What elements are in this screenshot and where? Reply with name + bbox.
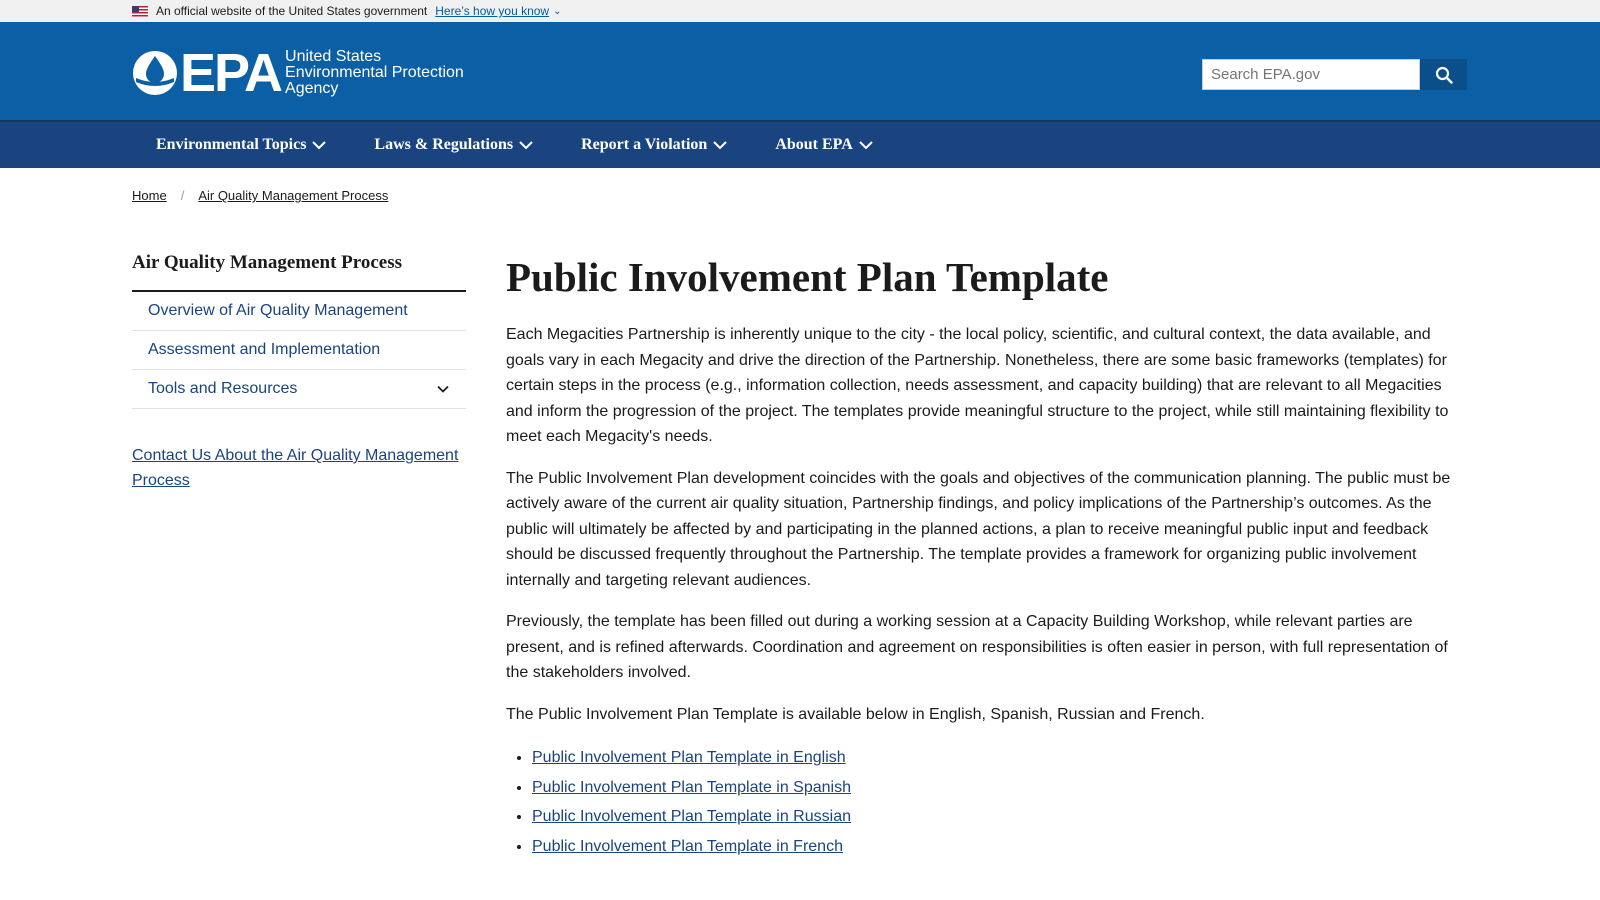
sidebar-item-overview[interactable] — [132, 292, 466, 331]
main-nav — [0, 120, 1600, 168]
site-header — [0, 22, 1600, 120]
page-title: Public Involvement Plan Template — [506, 254, 1109, 300]
template-english-link[interactable]: Public Involvement Plan Template in English — [532, 749, 846, 766]
sidebar — [132, 252, 466, 493]
paragraph: The Public Involvement Plan development coincides with the goals and objectives of the communication planning. The public must be actively aware of the current air quality situation, Partnership findings, and policy implications of the Partnership’s outcomes. As the public will ultimately be affected by and participating in the planned actions, a plan to receive meaningful public input and feedback should be discussed frequently throughout the Partnership. The template provides a framework for organizing public involvement internally and targeting relevant audiences. — [506, 469, 1451, 589]
us-flag-icon — [132, 6, 148, 17]
breadcrumb-current[interactable]: Air Quality Management Process — [198, 188, 389, 203]
nav-report-violation[interactable] — [581, 136, 727, 154]
list-item — [532, 773, 1470, 803]
search-input[interactable] — [1202, 59, 1420, 90]
sidebar-title: Air Quality Management Process — [132, 252, 466, 292]
search-icon — [1435, 66, 1453, 84]
nav-laws-regulations[interactable] — [374, 136, 533, 154]
chevron-down-icon[interactable] — [436, 385, 450, 394]
contact-us-link[interactable]: Contact Us About the Air Quality Management Process — [132, 447, 459, 489]
search-button[interactable] — [1420, 59, 1467, 90]
list-item — [532, 802, 1470, 832]
gov-banner — [0, 0, 1600, 22]
nav-about-epa[interactable] — [775, 136, 873, 154]
main-content — [506, 252, 1470, 861]
nav-label: Environmental Topics — [156, 136, 307, 153]
epa-logo[interactable] — [132, 43, 464, 103]
nav-label: About EPA — [775, 136, 853, 153]
logo-agency-name — [285, 49, 464, 97]
chevron-down-icon — [859, 141, 873, 150]
site-search — [1202, 59, 1467, 90]
chevron-down-icon — [312, 141, 326, 150]
breadcrumb-separator: / — [180, 188, 185, 203]
sidebar-item-tools[interactable] — [132, 370, 466, 409]
heres-how-you-know-link[interactable]: Here’s how you know — [435, 4, 550, 18]
chevron-down-icon — [713, 141, 727, 150]
paragraph: The Public Involvement Plan Template is available below in English, Spanish, Russian and French. — [506, 705, 1205, 723]
logo-line-1: United States — [285, 48, 382, 65]
template-spanish-link[interactable]: Public Involvement Plan Template in Spanish — [532, 778, 851, 796]
nav-label: Laws & Regulations — [374, 136, 514, 153]
logo-line-2: Environmental Protection — [285, 64, 464, 81]
breadcrumb-home[interactable]: Home — [132, 188, 167, 203]
breadcrumb — [132, 188, 388, 203]
template-french-link[interactable]: Public Involvement Plan Template in French — [532, 837, 843, 855]
nav-label: Report a Violation — [581, 136, 708, 153]
sidebar-item-label: Assessment and Implementation — [148, 341, 381, 358]
template-links-list — [532, 743, 1470, 861]
chevron-down-icon — [519, 141, 533, 150]
logo-line-3: Agency — [285, 80, 339, 97]
template-russian-link[interactable]: Public Involvement Plan Template in Russian — [532, 808, 851, 825]
paragraph: Previously, the template has been filled out during a working session at a Capacity Building Workshop, while relevant parties are present, and is refined afterwards. Coordination and agreement on responsibilities is often easier in person, with full representation of the stakeholders involved. — [506, 613, 1448, 681]
logo-abbr: EPA — [180, 43, 282, 103]
epa-seal-icon — [132, 50, 178, 96]
gov-banner-text: An official website of the United States government — [156, 4, 428, 18]
list-item — [532, 832, 1470, 862]
nav-environmental-topics[interactable] — [156, 136, 326, 154]
paragraph: Each Megacities Partnership is inherently unique to the city - the local policy, scientific, and cultural context, the data available, and goals vary in each Megacity and drive the direction of the Partnership. Nonetheless, there are some basic frameworks (templates) for certain steps in the process (e.g., information collection, needs assessment, and capacity building) that are relevant to all Megacities and inform the progression of the project. The templates provide meaningful structure to the project, while still maintaining flexibility to meet each Megacity's needs. — [506, 326, 1449, 445]
sidebar-item-assessment[interactable] — [132, 331, 466, 370]
list-item — [532, 743, 1470, 773]
chevron-down-icon[interactable]: ⌄ — [553, 5, 562, 17]
sidebar-item-label: Tools and Resources — [148, 380, 298, 397]
sidebar-item-label: Overview of Air Quality Management — [148, 302, 408, 319]
